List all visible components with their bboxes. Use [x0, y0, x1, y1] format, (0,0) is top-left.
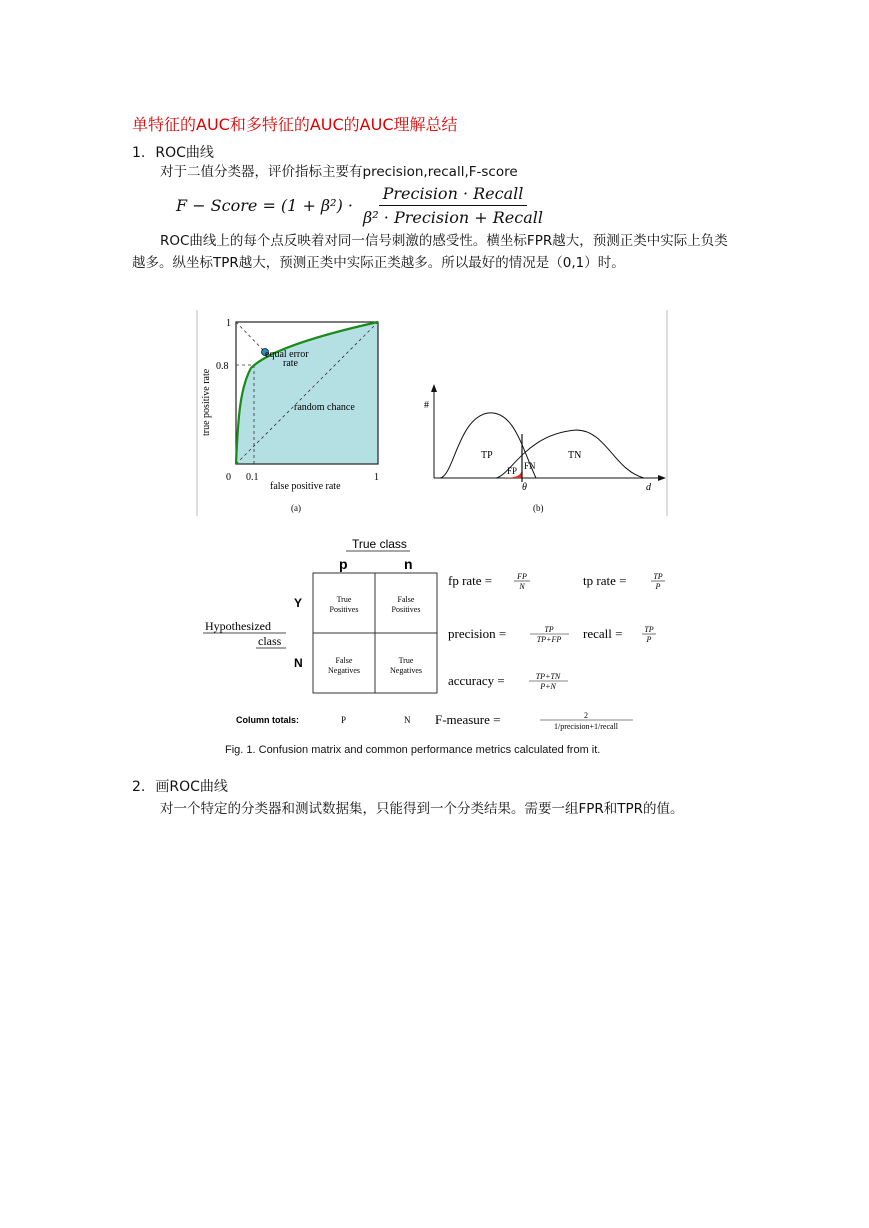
col-p-label: p	[339, 556, 348, 572]
figure-a-sublabel: (a)	[291, 503, 301, 513]
d-label: d	[646, 482, 651, 493]
formula-lhs: F − Score = (1 + β²) ·	[176, 196, 354, 215]
recall-num: TP	[644, 625, 654, 634]
f-measure-den: 1/precision+1/recall	[553, 722, 619, 731]
precision-num: TP	[544, 625, 554, 634]
tp-label: TP	[481, 450, 493, 461]
accuracy-label: accuracy =	[448, 673, 505, 688]
precision-label: precision =	[448, 626, 507, 641]
roc-figure-svg	[196, 308, 670, 520]
tn-cell-line2: Negatives	[390, 666, 422, 675]
document-title: 单特征的AUC和多特征的AUC的AUC理解总结	[132, 115, 458, 134]
figure-b-sublabel: (b)	[533, 503, 544, 513]
hypothesized-class-line2: class	[258, 634, 282, 648]
fn-label: FN	[524, 461, 536, 471]
tp-cell-line2: Positives	[329, 605, 359, 614]
fn-cell-line1: False	[335, 656, 353, 665]
section-1-label: ROC曲线	[155, 145, 214, 161]
eer-label-line2: rate	[283, 358, 298, 369]
eer-diagonal	[236, 322, 265, 352]
row-n-label: N	[294, 656, 303, 670]
total-p: P	[341, 715, 347, 725]
formula-fraction	[359, 184, 547, 227]
column-totals-label: Column totals:	[236, 715, 299, 725]
ytick-08: 0.8	[216, 361, 229, 372]
fp-rate-metric	[448, 572, 530, 591]
confusion-matrix-svg	[196, 530, 666, 740]
fp-rate-num: FP	[517, 572, 527, 581]
f-measure-num: 2	[584, 711, 588, 720]
accuracy-den: P+N	[540, 682, 556, 691]
fp-rate-den: N	[519, 582, 525, 591]
recall-label: recall =	[583, 626, 623, 641]
section-1-number: 1.	[132, 145, 146, 161]
tp-rate-den: P	[655, 582, 661, 591]
paragraph-draw-roc: 对一个特定的分类器和测试数据集，只能得到一个分类结果。需要一组FPR和TPR的值。	[160, 801, 684, 817]
dist-x-arrow	[658, 475, 666, 481]
confusion-matrix-figure	[196, 530, 666, 770]
dist-y-label: #	[424, 400, 429, 411]
fp-label: FP	[507, 466, 518, 476]
fn-cell-line2: Negatives	[328, 666, 360, 675]
section-1-heading	[132, 142, 214, 162]
total-n: N	[404, 715, 411, 725]
accuracy-metric	[448, 672, 568, 691]
fp-cell-line2: Positives	[391, 605, 421, 614]
roc-figure	[196, 308, 670, 520]
roc-xlabel: false positive rate	[270, 481, 341, 492]
tp-rate-num: TP	[653, 572, 663, 581]
section-2-heading	[132, 776, 228, 796]
xtick-01: 0.1	[246, 472, 259, 483]
fp-cell-line1: False	[397, 595, 415, 604]
ytick-1: 1	[226, 318, 231, 329]
hypothesized-class-line1: Hypothesized	[205, 619, 271, 633]
fp-rate-label: fp rate =	[448, 573, 493, 588]
true-class-label: True class	[352, 537, 407, 551]
tp-rate-label: tp rate =	[583, 573, 627, 588]
random-chance-label: random chance	[294, 402, 355, 413]
recall-den: P	[646, 635, 652, 644]
eer-label-line1: equal error	[265, 349, 309, 360]
recall-metric	[583, 625, 656, 644]
f-measure-metric	[435, 711, 633, 731]
dist-y-arrow	[431, 384, 437, 392]
xtick-0: 0	[226, 472, 231, 483]
formula-denominator: β² · Precision + Recall	[363, 208, 543, 227]
precision-den: TP+FP	[536, 635, 562, 644]
precision-metric	[448, 625, 569, 644]
tn-label: TN	[568, 450, 582, 461]
tp-rate-metric	[583, 572, 665, 591]
paragraph-intro: 对于二值分类器，评价指标主要有precision,recall,F-score	[160, 164, 518, 180]
roc-ylabel: true positive rate	[201, 368, 212, 436]
tp-cell-line1: True	[336, 595, 352, 604]
accuracy-num: TP+TN	[535, 672, 561, 681]
figure-caption: Fig. 1. Confusion matrix and common performance metrics calculated from it.	[225, 744, 601, 756]
f-score-formula	[176, 184, 547, 227]
f-measure-label: F-measure =	[435, 712, 501, 727]
xtick-1: 1	[374, 472, 379, 483]
paragraph-roc-explanation: ROC曲线上的每个点反映着对同一信号刺激的感受性。横坐标FPR越大，预测正类中实际上负类越多。纵坐标TPR越大，预测正类中实际正类越多。所以最好的情况是（0,1）时。	[132, 233, 728, 271]
section-2-label: 画ROC曲线	[155, 779, 228, 795]
tn-cell-line1: True	[398, 656, 414, 665]
formula-numerator: Precision · Recall	[379, 184, 528, 206]
col-n-label: n	[404, 556, 413, 572]
theta-label: θ	[522, 482, 527, 493]
section-2-number: 2.	[132, 779, 146, 795]
row-y-label: Y	[294, 596, 303, 610]
